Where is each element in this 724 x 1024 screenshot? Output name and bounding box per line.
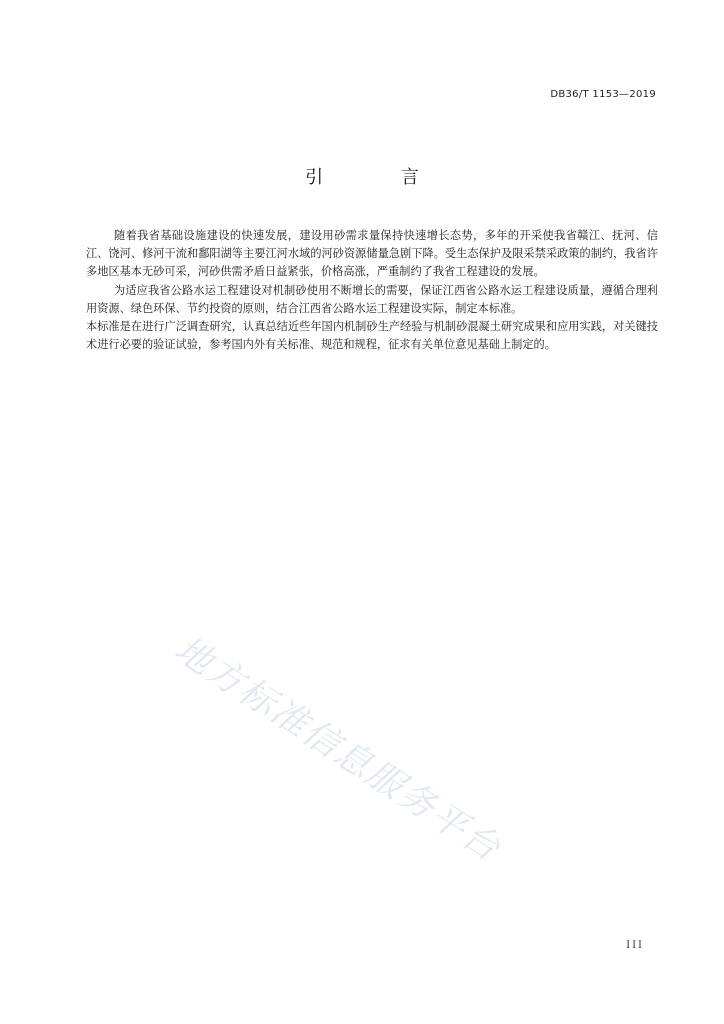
body-text (86, 227, 658, 354)
paragraph-3: 本标准是在进行广泛调查研究，认真总结近些年国内机制砂生产经验与机制砂混凝土研究成果和应用实践，对关键技术进行必要的验证试验，参考国内外有关标准、规范和规程，征求有关单位意见基础上制定的。 (86, 320, 658, 352)
page-number: III (626, 940, 644, 951)
standard-code: DB36/T 1153—2019 (550, 89, 656, 100)
paragraph-1: 随着我省基础设施建设的快速发展，建设用砂需求量保持快速增长态势，多年的开采使我省赣江、抚河、信江、饶河、修河干流和鄱阳湖等主要江河水域的河砂资源储量急剧下降。受生态保护及限采禁采政策的制约，我省许多地区基本无砂可采，河砂供需矛盾日益紧张，价格高涨，严重制约了我省工程建设的发展。 (86, 229, 658, 279)
watermark: 地方标准信息服务平台 (167, 628, 509, 871)
page-title: 引 言 (305, 167, 455, 188)
paragraph-2: 为适应我省公路水运工程建设对机制砂使用不断增长的需要，保证江西省公路水运工程建设质量，遵循合理利用资源、绿色环保、节约投资的原则，结合江西省公路水运工程建设实际，制定本标准。 (86, 283, 658, 315)
